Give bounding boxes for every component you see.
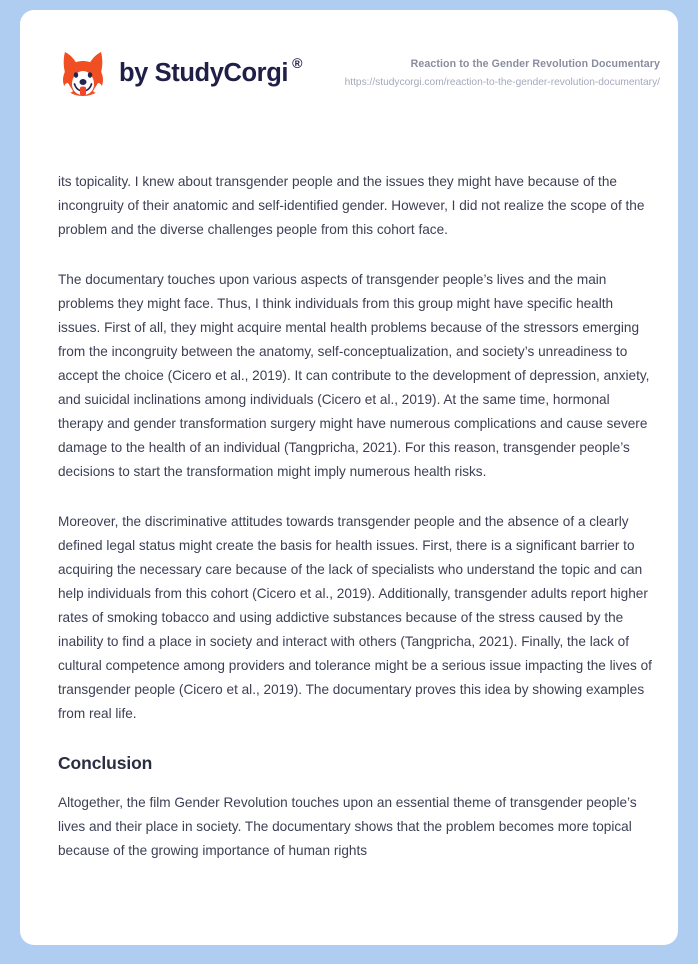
body-paragraph: its topicality. I knew about transgender people and the issues they might have because of the incongruity of their anatomic and self-identified gender. However, I did not realize the scope of the problem and the diverse challenges people from this cohort face. (58, 174, 645, 237)
document-header (20, 10, 678, 138)
brand-wordmark (119, 55, 302, 88)
document-source-url[interactable]: https://studycorgi.com/reaction-to-the-gender-revolution-documentary/ (344, 76, 660, 88)
body-paragraph: Altogether, the film Gender Revolution touches upon an essential theme of transgender people’s lives and their place in society. The documentary shows that the problem becomes more topical because of the growing importance of human rights (58, 794, 637, 858)
document-body (58, 170, 654, 863)
conclusion-section (58, 752, 654, 863)
section-heading-conclusion: Conclusion (58, 753, 153, 773)
document-source-meta (345, 57, 660, 90)
body-paragraph: The documentary touches upon various aspects of transgender people’s lives and the main problems they might face. Thus, I think individuals from this group might have specific health issues. First of all, they might acquire mental health problems because of the stressors emerging from the incongruity between the anatomy, self-conceptualization, and society’s unreadiness to accept the choice (Cicero et al., 2019). It can contribute to the development of depression, anxiety, and suicidal inclinations among individuals (Cicero et al., 2019). At the same time, hormonal therapy and gender transformation surgery might have numerous complications and cause severe damage to the health of an individual (Tangpricha, 2021). For this reason, transgender people’s decisions to start the transformation might imply numerous health risks. (58, 272, 650, 479)
registered-trademark-icon: ® (292, 55, 302, 72)
corgi-mascot-icon (58, 49, 108, 99)
document-title: Reaction to the Gender Revolution Documentary (410, 58, 660, 71)
body-paragraph: Moreover, the discriminative attitudes towards transgender people and the absence of a clearly defined legal status might create the basis for health issues. First, there is a significant barrier to acquiring the necessary care because of the lack of specialists who understand the topic and can help individuals from this cohort (Cicero et al., 2019). Additionally, transgender adults report higher rates of smoking tobacco and using addictive substances because of the stress caused by the inability to find a place in society and interact with others (Tangpricha, 2021). Finally, the lack of cultural competence among providers and tolerance might be a serious issue impacting the lives of transgender people (Cicero et al., 2019). The documentary proves this idea by showing examples from real life. (58, 514, 652, 721)
brand-logo-group (58, 49, 302, 99)
document-page-sheet (20, 10, 678, 945)
brand-name-text: by StudyCorgi (119, 59, 289, 88)
